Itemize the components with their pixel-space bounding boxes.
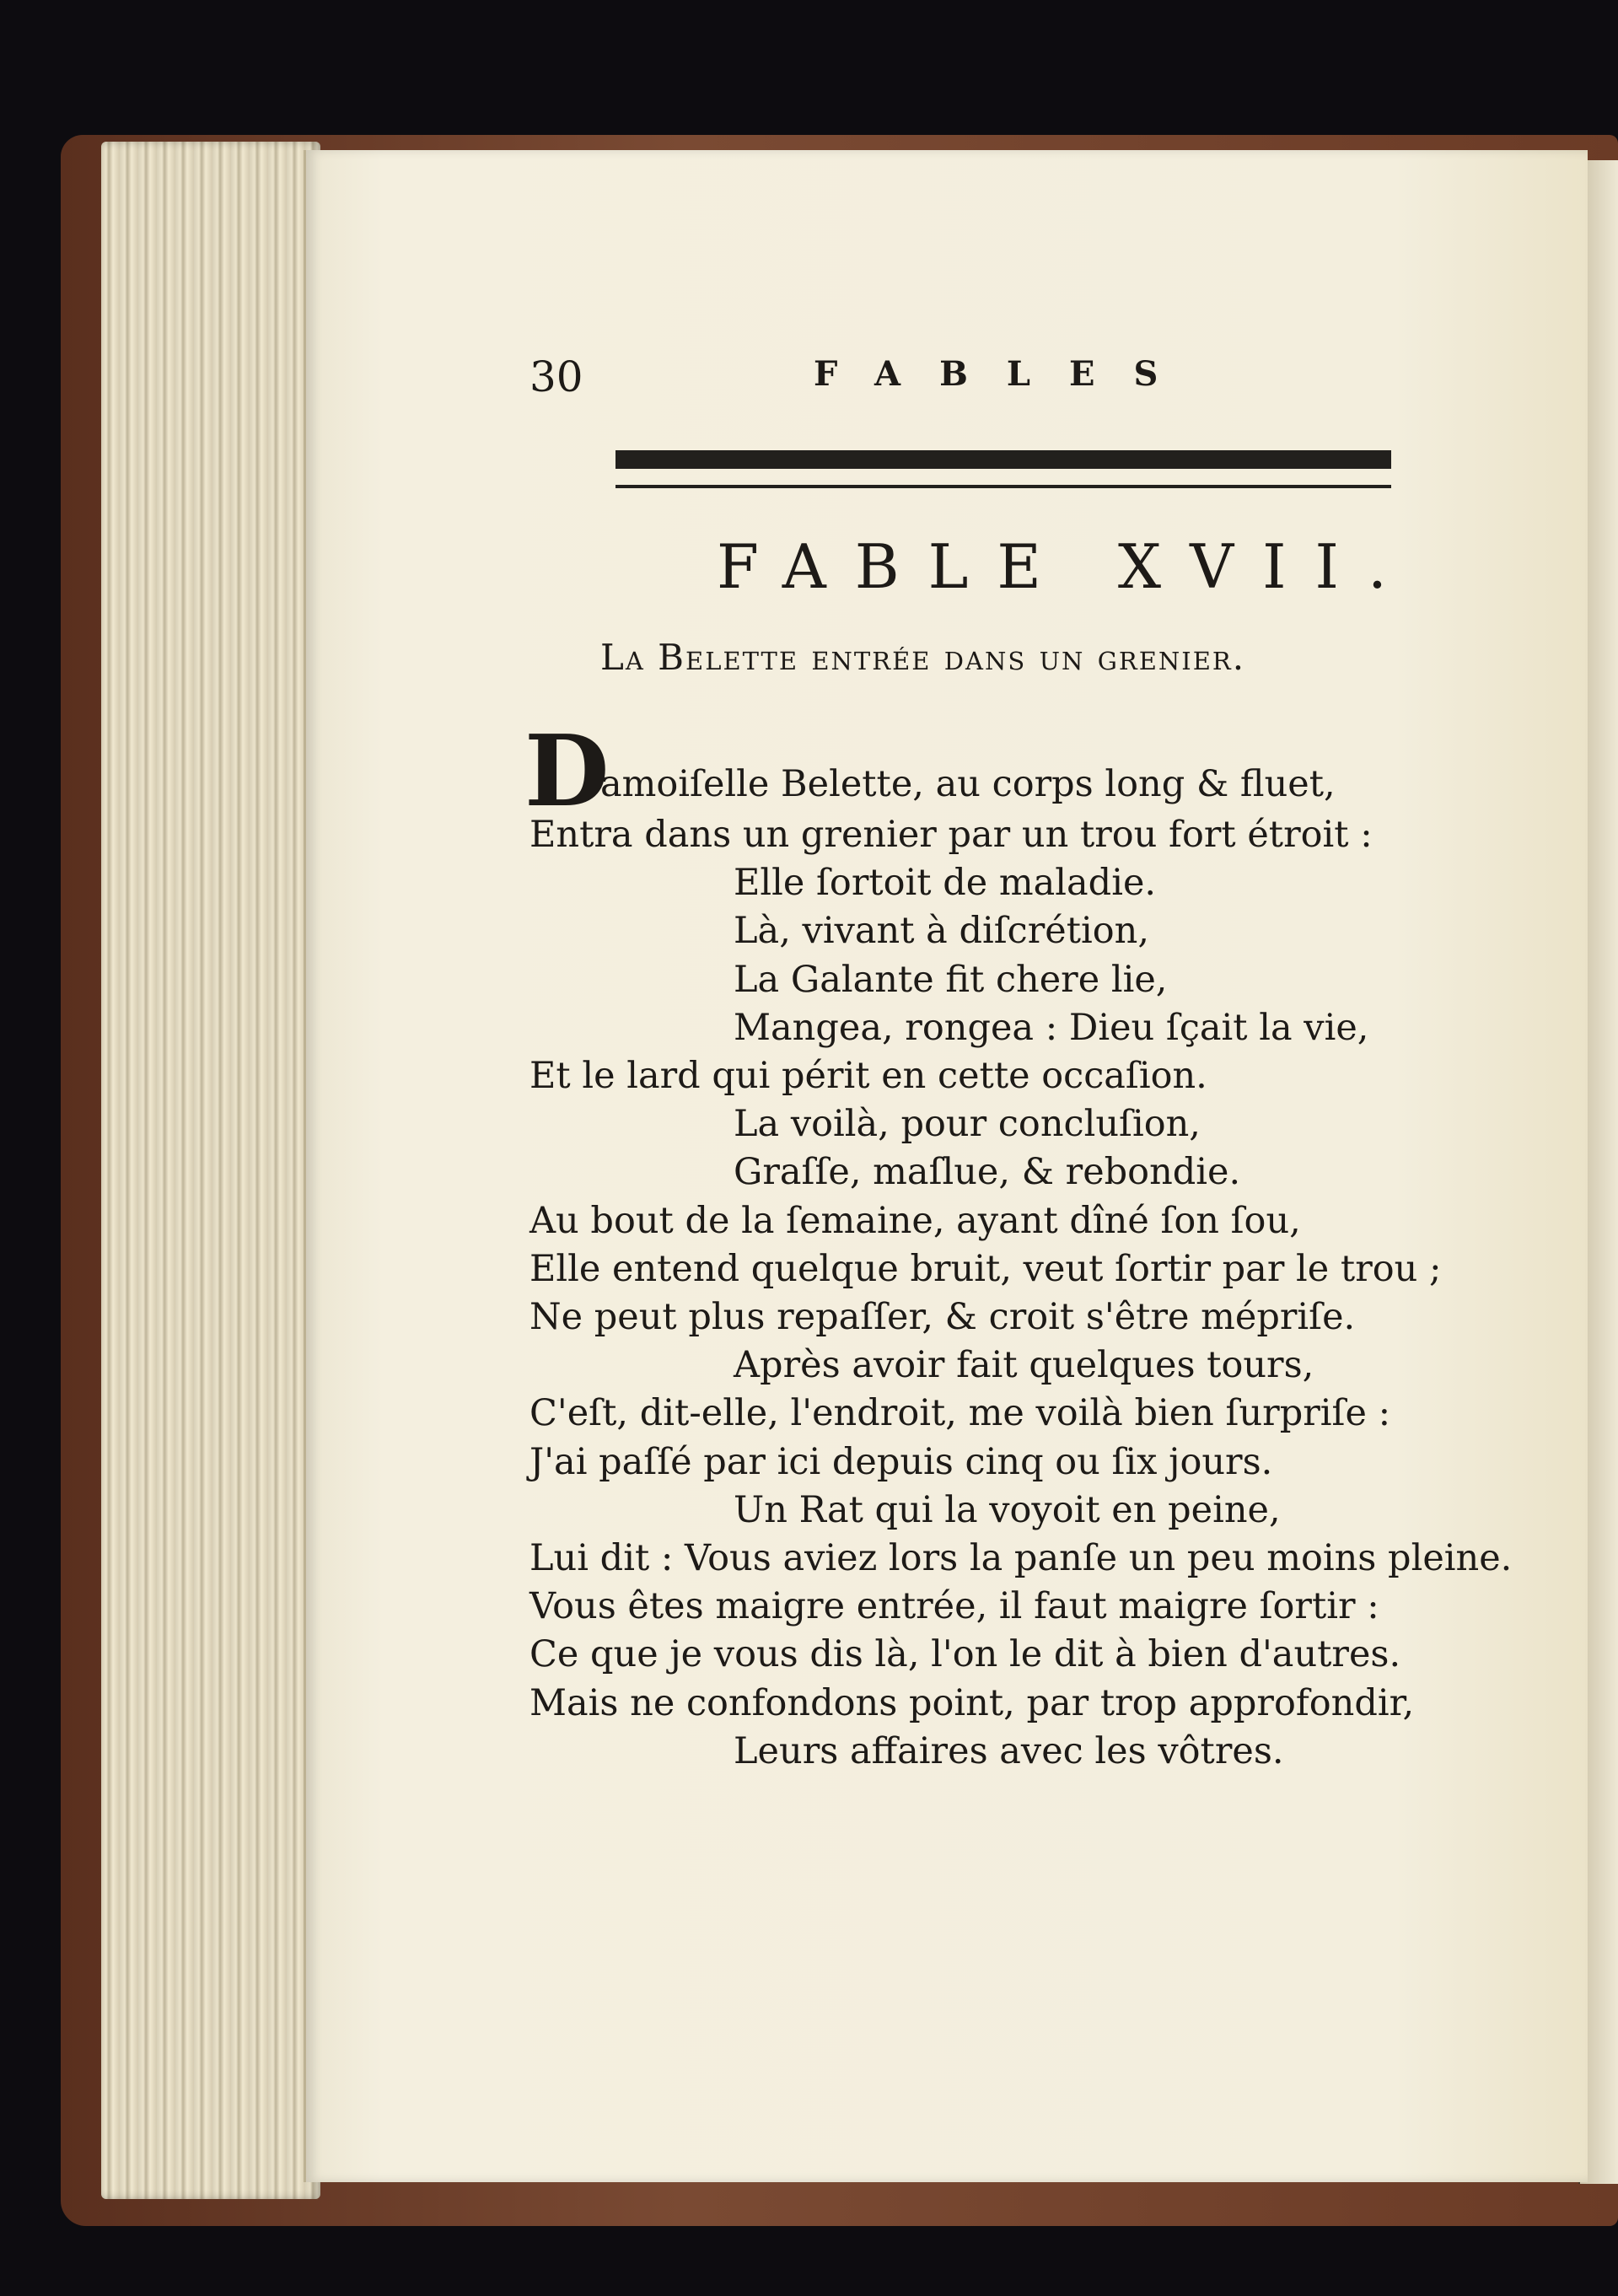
poem-line-17: Lui dit : Vous aviez lors la panſe un peu moins pleine. xyxy=(529,1537,1513,1579)
poem-line-18: Vous êtes maigre entrée, il faut maigre ſortir : xyxy=(529,1585,1379,1628)
poem-line-11: Elle entend quelque bruit, veut ſortir par le trou ; xyxy=(529,1247,1442,1290)
poem-line-1: amoiſelle Belette, au corps long & fluet, xyxy=(600,763,1336,805)
poem-line-9: Graſſe, maſlue, & rebondie. xyxy=(734,1151,1241,1194)
drop-cap: D xyxy=(524,714,610,829)
poem-line-8: La voilà, pour concluſion, xyxy=(734,1103,1201,1146)
decorative-rule xyxy=(615,450,1391,469)
poem-line-5: La Galante fit chere lie, xyxy=(734,958,1168,1001)
poem-line-6: Mangea, rongea : Dieu ſçait la vie, xyxy=(734,1006,1369,1049)
poem-line-2: Entra dans un grenier par un trou fort étroit : xyxy=(529,814,1373,856)
poem-line-16: Un Rat qui la voyoit en peine, xyxy=(734,1488,1281,1531)
poem-line-3: Elle ſortoit de maladie. xyxy=(734,862,1157,905)
poem-line-20: Mais ne confondons point, par trop approfondir, xyxy=(529,1681,1415,1724)
poem-line-19: Ce que je vous dis là, l'on le dit à bien d'autres. xyxy=(529,1633,1401,1676)
poem-line-21: Leurs affaires avec les vôtres. xyxy=(734,1729,1284,1772)
poem-line-12: Ne peut plus repaſſer, & croit s'être mépriſe. xyxy=(529,1296,1356,1338)
poem-line-14: C'eſt, dit-elle, l'endroit, me voilà bien ſurpriſe : xyxy=(529,1392,1391,1435)
running-head: FABLES xyxy=(814,354,1197,394)
page-edges xyxy=(101,142,320,2199)
fable-title: FABLE XVII. xyxy=(717,531,1416,602)
page-number: 30 xyxy=(529,352,583,401)
fable-subtitle: La Belette entrée dans un grenier. xyxy=(600,637,1246,678)
decorative-rule-thin xyxy=(615,485,1391,488)
poem-line-10: Au bout de la ſemaine, ayant dîné ſon ſou, xyxy=(529,1199,1301,1242)
poem-line-4: Là, vivant à diſcrétion, xyxy=(734,910,1150,953)
poem-line-13: Après avoir fait quelques tours, xyxy=(734,1344,1314,1387)
poem-line-15: J'ai paſſé par ici depuis cinq ou ſix jours. xyxy=(529,1440,1273,1483)
poem-line-7: Et le lard qui périt en cette occaſion. xyxy=(529,1055,1207,1097)
